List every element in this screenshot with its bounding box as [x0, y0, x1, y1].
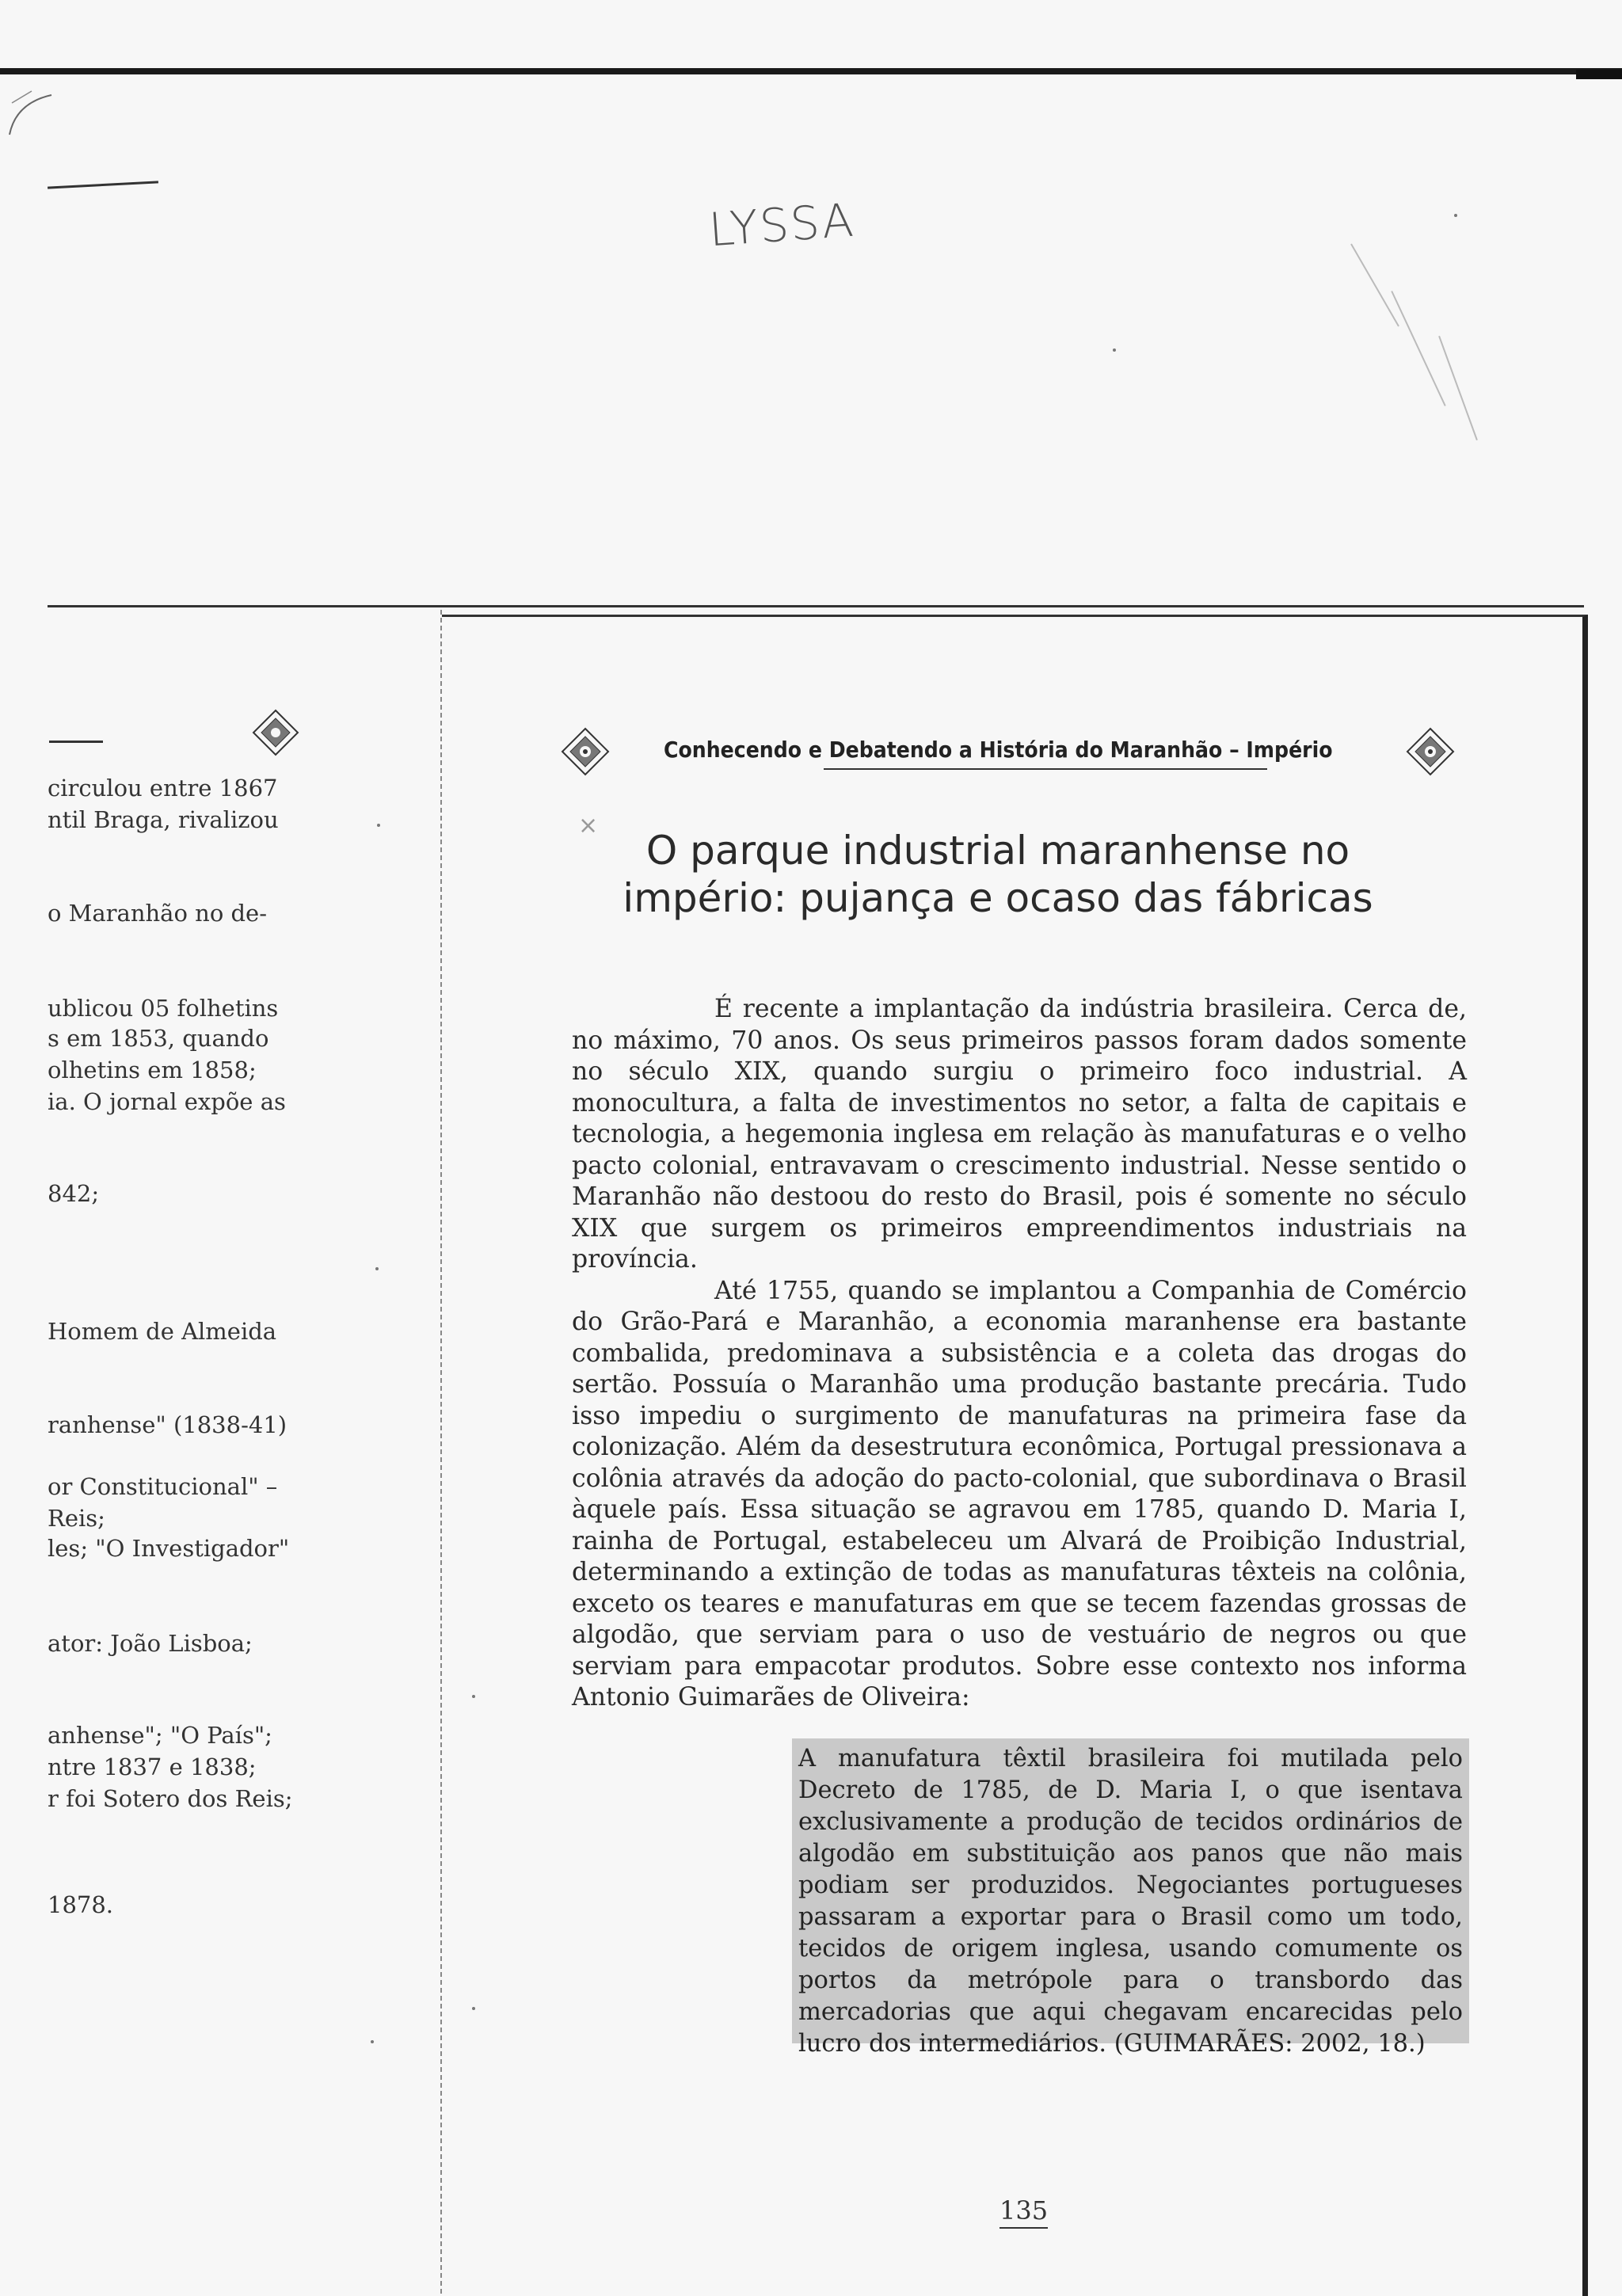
left-line: Reis; — [48, 1505, 105, 1532]
scan-top-edge — [0, 68, 1622, 74]
block-quote: A manufatura têxtil brasileira foi mutilada pelo Decreto de 1785, de D. Maria I, o que isentava exclusivamente a produção de tecidos ordinários de algodão em substituição aos panos que não mais podiam ser produzidos. Negociantes portugueses passaram a exportar para o Brasil como um todo, tecidos de origem inglesa, usando comumente os portos da metrópole para o transbordo das mercadorias que aqui chegavam encarecidas pelo lucro dos intermediários. (GUIMARÃES: 2002, 18.) — [792, 1738, 1469, 2043]
header-part: – Império — [1222, 737, 1333, 763]
scratch-mark — [1350, 244, 1399, 327]
paragraph: É recente a implantação da indústria brasileira. Cerca de, no máximo, 70 anos. Os seus primeiros passos foram dados somente no século XIX, quando surgiu o primeiro foco industrial. A monocultura, a falta de investimentos no setor, a falta de capitais e tecnologia, a hegemonia inglesa em relação às manufaturas e o velho pacto colonial, entravavam o crescimento industrial. Nesse sentido o Maranhão não destoou do resto do Brasil, pois é somente no século XIX que surgem os primeiros empreendimentos industriais na província. — [572, 995, 1467, 1274]
scan-speck — [377, 824, 380, 827]
left-line: olhetins em 1858; — [48, 1057, 257, 1083]
left-line: 1878. — [48, 1891, 114, 1918]
left-line: Homem de Almeida — [48, 1318, 277, 1345]
left-line: ntil Braga, rivalizou — [48, 806, 279, 833]
left-line: o Maranhão no de- — [48, 900, 268, 927]
scan-speck — [371, 2040, 374, 2043]
scratch-mark — [1391, 291, 1445, 406]
scan-speck — [375, 1267, 379, 1270]
pencil-x-mark: × — [578, 812, 599, 840]
left-line: anhense"; "O País"; — [48, 1722, 272, 1749]
scan-speck — [1113, 348, 1116, 352]
ornament-icon — [252, 709, 299, 756]
left-line: ntre 1837 e 1838; — [48, 1753, 257, 1780]
left-line: ranhense" (1838-41) — [48, 1411, 287, 1438]
book-fold-line — [440, 610, 442, 2294]
left-line: or Constitucional" – — [48, 1473, 278, 1500]
article-title: O parque industrial maranhense no império: pujança e ocaso das fábricas — [623, 827, 1373, 921]
left-page-dash — [49, 741, 103, 743]
left-line: circulou entre 1867 — [48, 775, 278, 802]
page-top-border — [48, 605, 1584, 607]
ornament-icon — [1406, 727, 1455, 776]
left-line: les; "O Investigador" — [48, 1535, 290, 1562]
left-line: ia. O jornal expõe as — [48, 1088, 286, 1115]
article-body — [572, 994, 1467, 1714]
scan-speck — [472, 1695, 475, 1698]
left-line: ublicou 05 folhetins — [48, 995, 279, 1022]
ornament-icon — [561, 727, 610, 776]
scratch-mark — [1438, 336, 1478, 440]
header-part: Debatendo a História do Maranhão — [828, 737, 1223, 763]
scan-top-edge-corner — [1576, 70, 1622, 79]
pen-stroke-mark — [48, 181, 158, 188]
page-number: 135 — [999, 2195, 1048, 2229]
paragraph: Até 1755, quando se implantou a Companhia de Comércio do Grão-Pará e Maranhão, a economia maranhense era bastante combalida, predominava a subsistência e a coleta das drogas do sertão. Possuía o Maranhão uma produção bastante precária. Tudo isso impediu o surgimento de manufaturas na primeira fase da colonização. Além da desestrutura econômica, Portugal pressionava a colônia através da adoção do pacto-colonial, que subordinava o Brasil àquele país. Essa situação se agravou em 1785, quando D. Maria I, rainha de Portugal, estabeleceu um Alvará de Proibição Industrial, determinando a extinção de todas as manufaturas têxteis na colônia, exceto os teares e manufaturas em que se tecem fazendas grossas de algodão, que serviam para o uso de vestuário de negros ou que serviam para empacotar produtos. Sobre esse contexto nos informa Antonio Guimarães de Oliveira: — [572, 1276, 1467, 1712]
left-line: s em 1853, quando — [48, 1025, 269, 1052]
header-underline — [824, 768, 1267, 770]
handwritten-note: LYSSA — [706, 192, 857, 257]
left-line: 842; — [48, 1180, 100, 1207]
running-header — [664, 737, 1376, 763]
scan-speck — [1454, 214, 1457, 217]
left-line: r foi Sotero dos Reis; — [48, 1785, 293, 1812]
scan-speck — [472, 2007, 475, 2010]
torn-corner-mark — [8, 87, 63, 143]
left-line: ator: João Lisboa; — [48, 1630, 253, 1657]
header-part: Conhecendo e — [664, 737, 829, 763]
